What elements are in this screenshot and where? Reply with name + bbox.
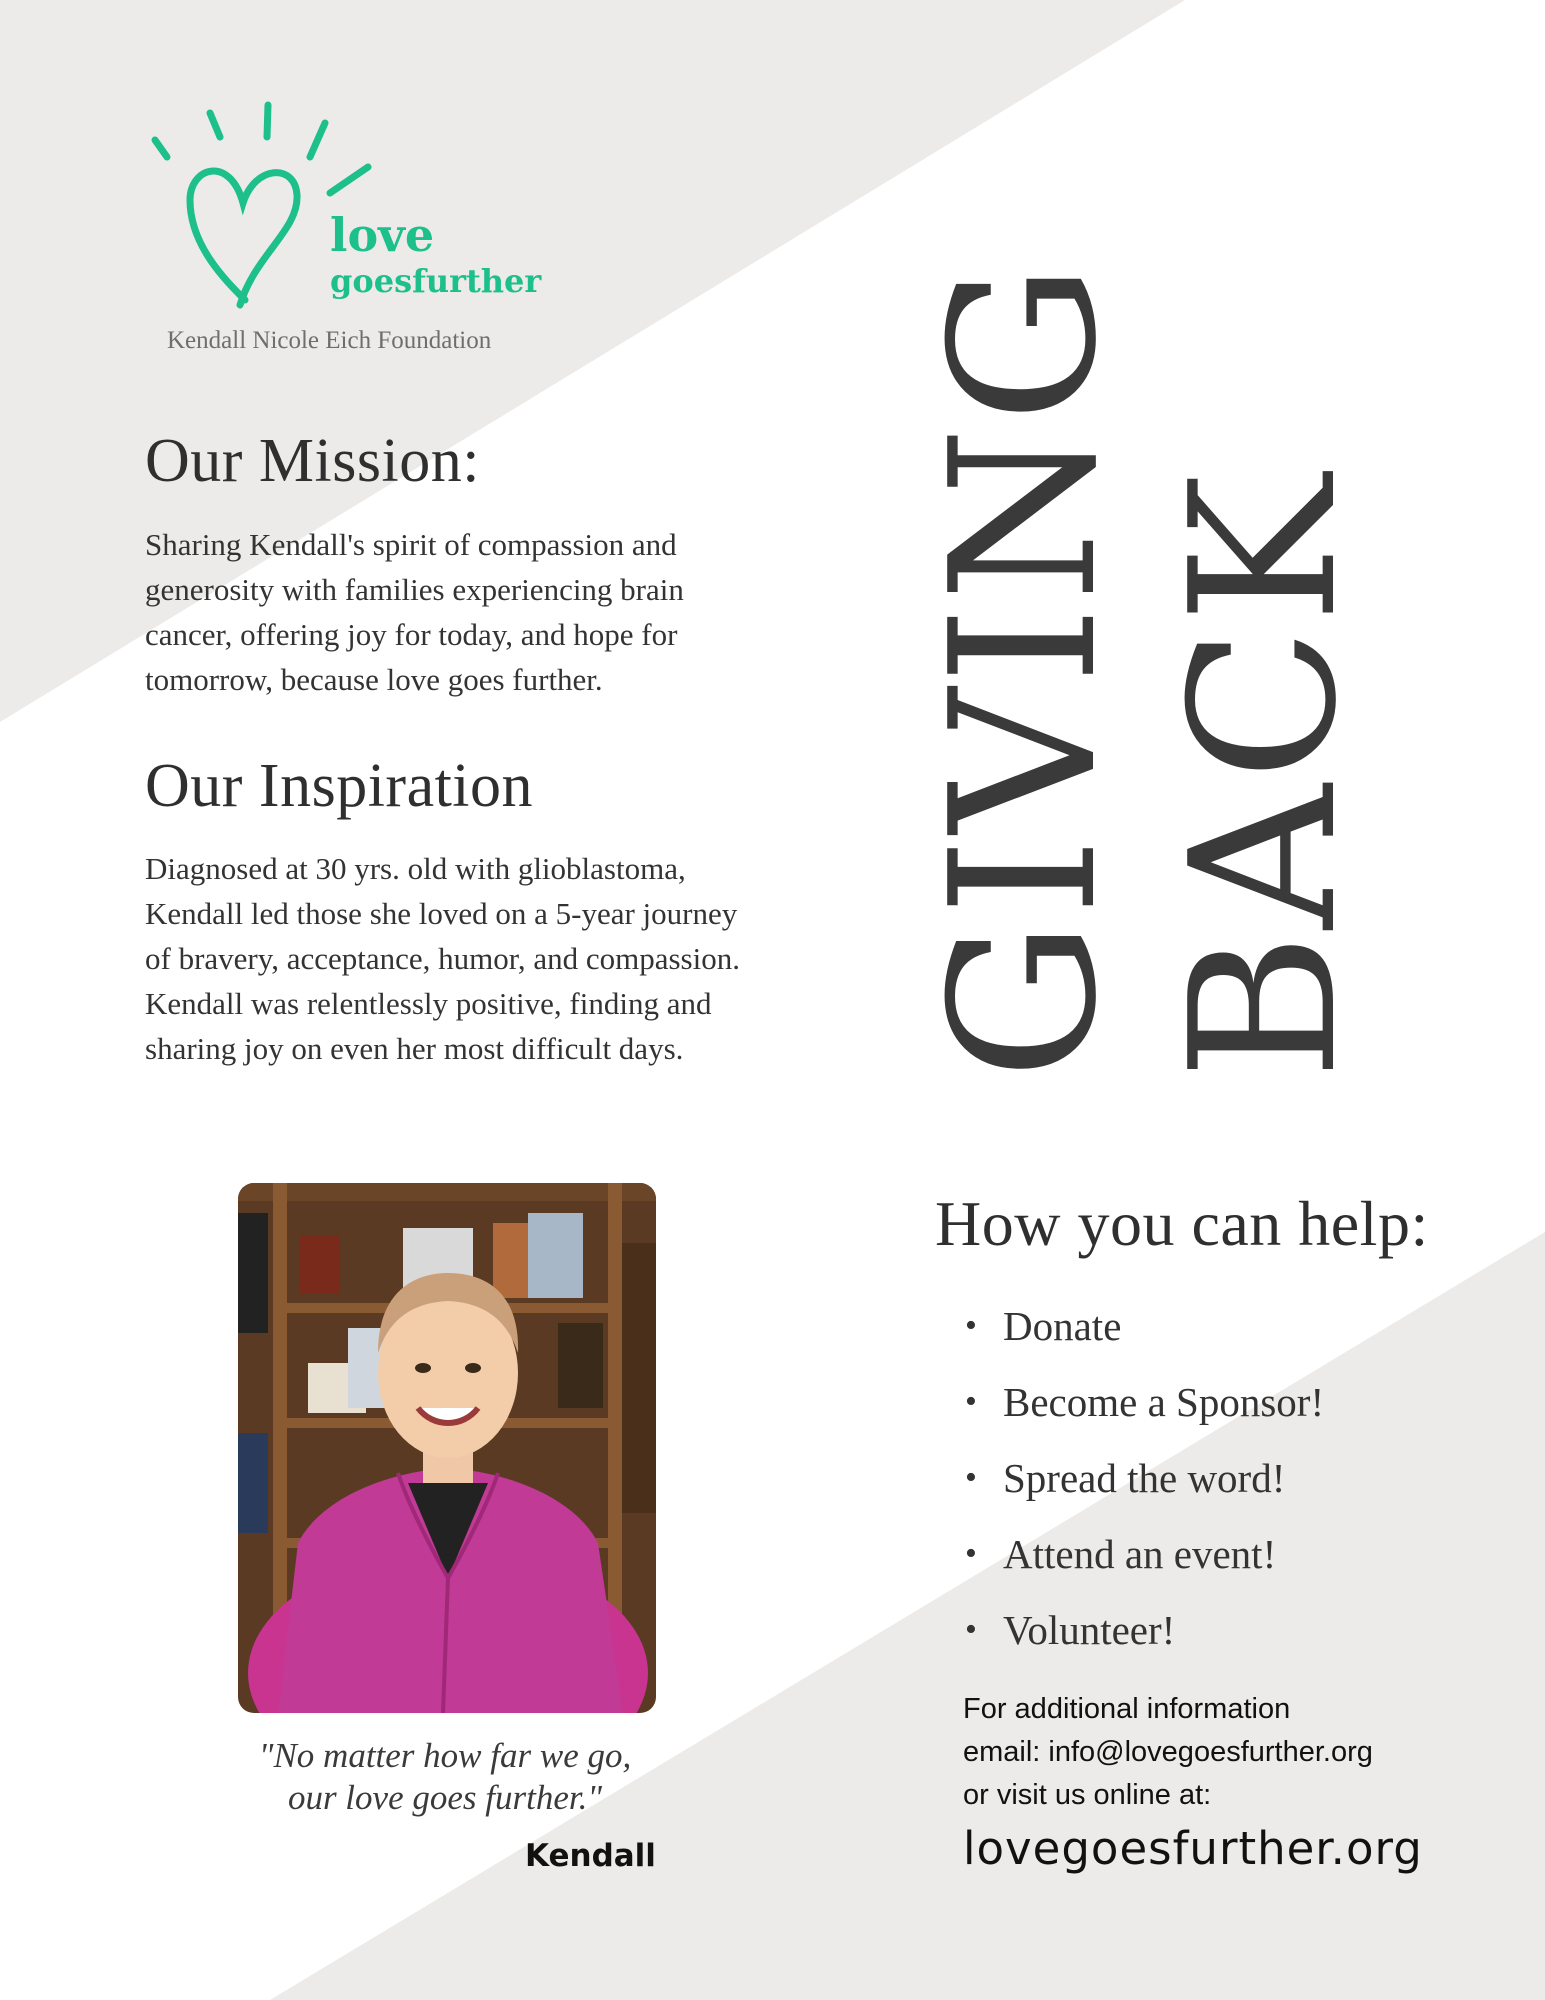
logo-text-love: love [330,208,435,262]
help-item-label: Attend an event! [1003,1531,1277,1577]
help-item-volunteer [965,1602,1324,1678]
inspiration-line: Kendall was relentlessly positive, finding and [145,986,712,1021]
mission-line: generosity with families experiencing brain [145,572,684,607]
title-giving: GIVING [908,259,1141,1080]
inspiration-text [145,846,740,1071]
inspiration-heading: Our Inspiration [145,752,534,820]
mission-heading: Our Mission: [145,427,480,495]
contact-line: or visit us online at: [963,1779,1212,1811]
mission-line: cancer, offering joy for today, and hope for [145,617,678,652]
inspiration-line: sharing joy on even her most difficult days. [145,1031,684,1066]
quote-author: Kendall [525,1838,656,1874]
help-item-label: Become a Sponsor! [1003,1379,1325,1425]
logo-text-goesfurther: goesfurther [330,262,542,300]
title-back: BACK [1148,470,1381,1080]
inspiration-line: Kendall led those she loved on a 5-year journey [145,896,738,931]
bullet-icon: • [965,1459,977,1496]
quote-line: our love goes further." [287,1778,603,1817]
inspiration-line: of bravery, acceptance, humor, and compassion. [145,941,740,976]
contact-line: For additional information [963,1693,1291,1725]
help-item-label: Spread the word! [1003,1455,1286,1501]
contact-email[interactable]: email: info@lovegoesfurther.org [963,1736,1373,1768]
help-item-attend-event [965,1526,1324,1602]
mission-text [145,522,684,702]
mission-line: tomorrow, because love goes further. [145,662,603,697]
quote-line: "No matter how far we go, [258,1736,632,1775]
kendall-photo [238,1183,656,1713]
help-list [965,1298,1324,1678]
inspiration-line: Diagnosed at 30 yrs. old with glioblastoma, [145,851,686,886]
bullet-icon: • [965,1611,977,1648]
bullet-icon: • [965,1383,977,1420]
help-item-donate [965,1298,1324,1374]
help-heading: How you can help: [935,1188,1429,1259]
help-item-label: Volunteer! [1003,1607,1176,1653]
mission-line: Sharing Kendall's spirit of compassion and [145,527,677,562]
kendall-quote [200,1735,690,1819]
website-link[interactable]: lovegoesfurther.org [963,1822,1423,1875]
foundation-logo [145,95,565,355]
foundation-name: Kendall Nicole Eich Foundation [167,327,492,354]
bullet-icon: • [965,1307,977,1344]
help-item-label: Donate [1003,1303,1122,1349]
help-item-sponsor [965,1374,1324,1450]
bullet-icon: • [965,1535,977,1572]
help-item-spread-word [965,1450,1324,1526]
contact-info [963,1688,1373,1817]
